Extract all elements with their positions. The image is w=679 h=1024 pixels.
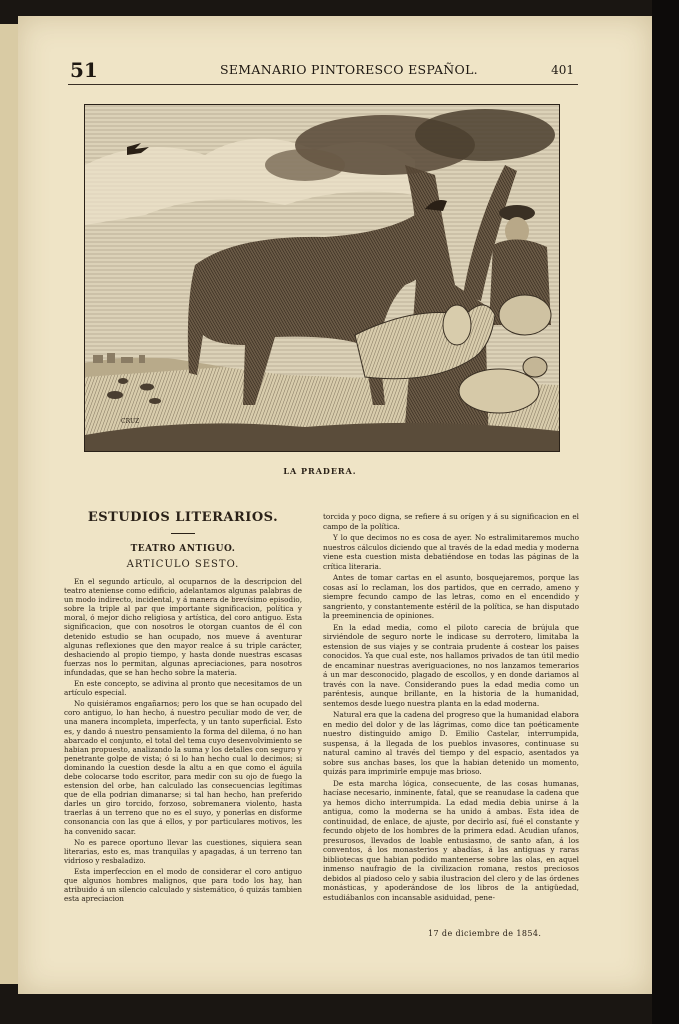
article-chapter: ARTICULO SESTO. xyxy=(126,559,240,570)
illustration-caption: LA PRADERA. xyxy=(283,466,357,476)
paragraph: En la edad media, como el piloto carecia de brújula que sirviéndole de seguro norte le indicase su derrotero, limitaba la estension de sus viajes y se contraia prudente á costear los paises conocidos. Ya que cual este, nos hallamos privados de tan útil medio de encaminar nuestras averiguaciones, no nos lanzamos temerarios á un mar desconocido, plagado de escollos, y en donde dariamos al través con la nave. Considerando pues la edad media como un paréntesis, aunque brillante, en la historia de la humanidad, sentemos desde luego nuestra planta en la edad moderna. xyxy=(323,622,579,708)
paragraph: torcida y poco digna, se refiere á su orígen y á su significacion en el campo de la política. xyxy=(323,512,579,531)
journal-title: SEMANARIO PINTORESCO ESPAÑOL. xyxy=(220,62,478,77)
paragraph: Natural era que la cadena del progreso que la humanidad elabora en medio del dolor y de las lágrimas, como dice tan poéticamente nuestro distinguido amigo D. Emilio Castelar, interrumpida, suspensa, á la llegada de los pueblos invasores, continuase su natural camino al través del tiempo y del espacio, asentados ya sobre sus anchas bases, los que la habian detenido un momento, quizás para imprimirle empuje mas brioso. xyxy=(323,710,579,776)
adjacent-page-edge xyxy=(0,24,18,984)
paragraph: En este concepto, se adivina al pronto que necesitamos de un artículo especial. xyxy=(64,679,302,698)
paragraph: No es parece oportuno llevar las cuestiones, siquiera sean literarias, esto es, mas tranquilas y apagadas, á un terreno tan vidrioso y resbaladizo. xyxy=(64,837,302,865)
article-subtitle: TEATRO ANTIGUO. xyxy=(130,544,236,554)
issue-date: 17 de diciembre de 1854. xyxy=(428,929,542,938)
paragraph: De esta marcha lógica, consecuente, de las cosas humanas, hacíase necesario, inminente, fatal, que se reanudase la cadena que ya hemos dicho interrumpida. La edad media debia unirse á la antigua, como la moderna se ha unido á ambas. Esta idea de continuidad, de enlace, de ajuste, por decirlo así, fué el constante y fecundo objeto de los hombres de la primera edad. Acudian ufanos, presurosos, llevados de loable entusiasmo, de santo afan, á los conventos, á los monasterios y abadías, á las antiguas y raras bibliotecas que habian podido mantenerse sobre las olas, en aquel inmenso naufragio de la civilizacion romana, restos preciosos debidos al piadoso celo y sabia ilustracion del clero y de las órdenes monásticas, y apoderándose de los libros de la antigüedad, estudiábanlos con incansable asiduidad, pene- xyxy=(323,778,579,902)
paragraph: En el segundo artículo, al ocuparnos de la descripcion del teatro ateniense como edificio, adelantamos algunas palabras de un modo indirecto, incidental, y á manera de brevísimo episodio, sobre la triple al par que importante significacion, política y moral, ó mejor dicho religiosa y artística, del coro antiguo. Esta significacion, que con nosotros le otorgan cuantos de él con detenido estudio se han ocupado, nos mueve á aventurar algunas reflexiones que den mayor realce á su triple carácter, deshaciendo al propio tiempo, y hasta donde nuestras escasas fuerzas nos lo permitan, algunas apreciaciones, para nosotros infundadas, que se han hecho sobre la materia. xyxy=(64,577,302,677)
scan-border xyxy=(652,0,679,1024)
paragraph: Antes de tomar cartas en el asunto, bosquejaremos, porque las cosas así lo reclaman, los dos partidos, que en cerrado, ameno y siempre fecundo campo de las letras, como en el encendido y sangriento, y constantemente estéril de la política, se han disputado la preeminencia de opiniones. xyxy=(323,573,579,620)
section-title: ESTUDIOS LITERARIOS. xyxy=(87,510,279,525)
page-number: 401 xyxy=(551,63,574,77)
foreground-shadow xyxy=(85,423,559,451)
left-column xyxy=(64,508,302,905)
running-header xyxy=(68,58,578,85)
title-rule xyxy=(171,533,195,534)
paragraph: No quisiéramos engañarnos; pero los que se han ocupado del coro antiguo, lo han hecho, á nuestro peculiar modo de ver, de una manera incompleta, imperfecta, y un tanto superficial. Esto es, y dando á nuestro pensamiento la forma del dilema, ó no han abarcado el conjunto, el total del tema cuyo desenvolvimiento se habian propuesto, analizando la suma y los detalles con seguro y penetrante golpe de vista; ó si lo han hecho cual lo decimos; si dominando la cuestion desde la altu a en que como el águila debe colocarse todo escritor, para medir con su ojo de fuego la estension del orbe, han calculado las consecuencias legítimas que de ella podrian dimanarse; si tal han hecho, han preferido darles un giro torcido, forzoso, sobremanera violento, hasta traerlas á un terreno que no es el suyo, y ponerlas en disforme consonancia con las que á ellos, y por particulares motivos, les ha convenido sacar. xyxy=(64,699,302,836)
paragraph: Y lo que decimos no es cosa de ayer. No estralimitaremos mucho nuestros cálculos diciendo que al través de la edad media y moderna viene esta cuestion mista debatiéndose en todas las páginas de la crítica literaria. xyxy=(323,533,579,571)
paragraph: Esta imperfeccion en el modo de considerar el coro antiguo que algunos hombres malignos, que para todo los hay, han atribuido á un silencio calculado y sistemático, ó quizás tambien esta apreciacion xyxy=(64,866,302,904)
issue-number: 51 xyxy=(70,58,98,82)
artist-signature: CRUZ xyxy=(121,418,140,425)
right-column xyxy=(323,512,579,904)
engraving-la-pradera xyxy=(84,104,560,452)
